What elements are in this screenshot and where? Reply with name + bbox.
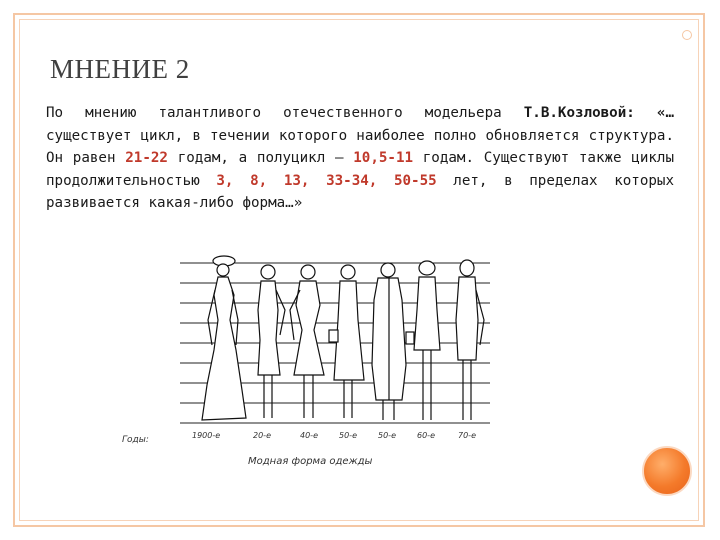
silhouette-70s [456, 260, 484, 420]
silhouette-50s-a [329, 265, 364, 418]
silhouette-60s [414, 261, 440, 420]
text-other-cycles: годам. Существуют также циклы продолжительностью [46, 150, 675, 189]
slide-paragraph [46, 102, 674, 215]
figure-caption: Модная форма одежды [248, 456, 373, 467]
silhouette-1900s [202, 256, 246, 420]
value-other-cycles: 3, 8, 13, 33-34, 50-55 [216, 172, 437, 189]
decade-label-4: 50-е [339, 431, 357, 440]
silhouette-50s-b [372, 263, 414, 420]
text-halfcycle: годам, а полуцикл – [167, 150, 354, 167]
fashion-silhouettes-figure [110, 250, 530, 480]
quote-open: : «… [626, 105, 674, 121]
text-ending: лет, в пределах которых развивается какая-либо форма…» [46, 172, 675, 212]
value-halfcycle: 10,5-11 [353, 150, 414, 167]
orange-circle-ornament [642, 446, 692, 496]
decade-label-6: 60-е [417, 431, 435, 440]
silhouette-20s [258, 265, 285, 418]
designer-name: Т.В.Козловой [523, 105, 627, 121]
years-label: Годы: [122, 435, 149, 445]
decade-label-2: 20-е [253, 431, 271, 440]
text-intro: По мнению талантливого отечественного модельера [46, 105, 502, 121]
decade-label-3: 40-е [300, 431, 318, 440]
slide-title: МНЕНИЕ 2 [50, 54, 190, 84]
decade-label-5: 50-е [378, 431, 396, 440]
silhouettes-drawing [110, 250, 530, 480]
decade-label-1: 1900-е [192, 431, 221, 440]
corner-ornament [682, 30, 692, 40]
value-cycle: 21-22 [125, 150, 168, 167]
decade-label-7: 70-е [458, 431, 476, 440]
silhouette-40s [290, 265, 324, 418]
text-cycle: существует цикл, в течении которого наиболее полно обновляется структура. Он равен [46, 127, 674, 167]
